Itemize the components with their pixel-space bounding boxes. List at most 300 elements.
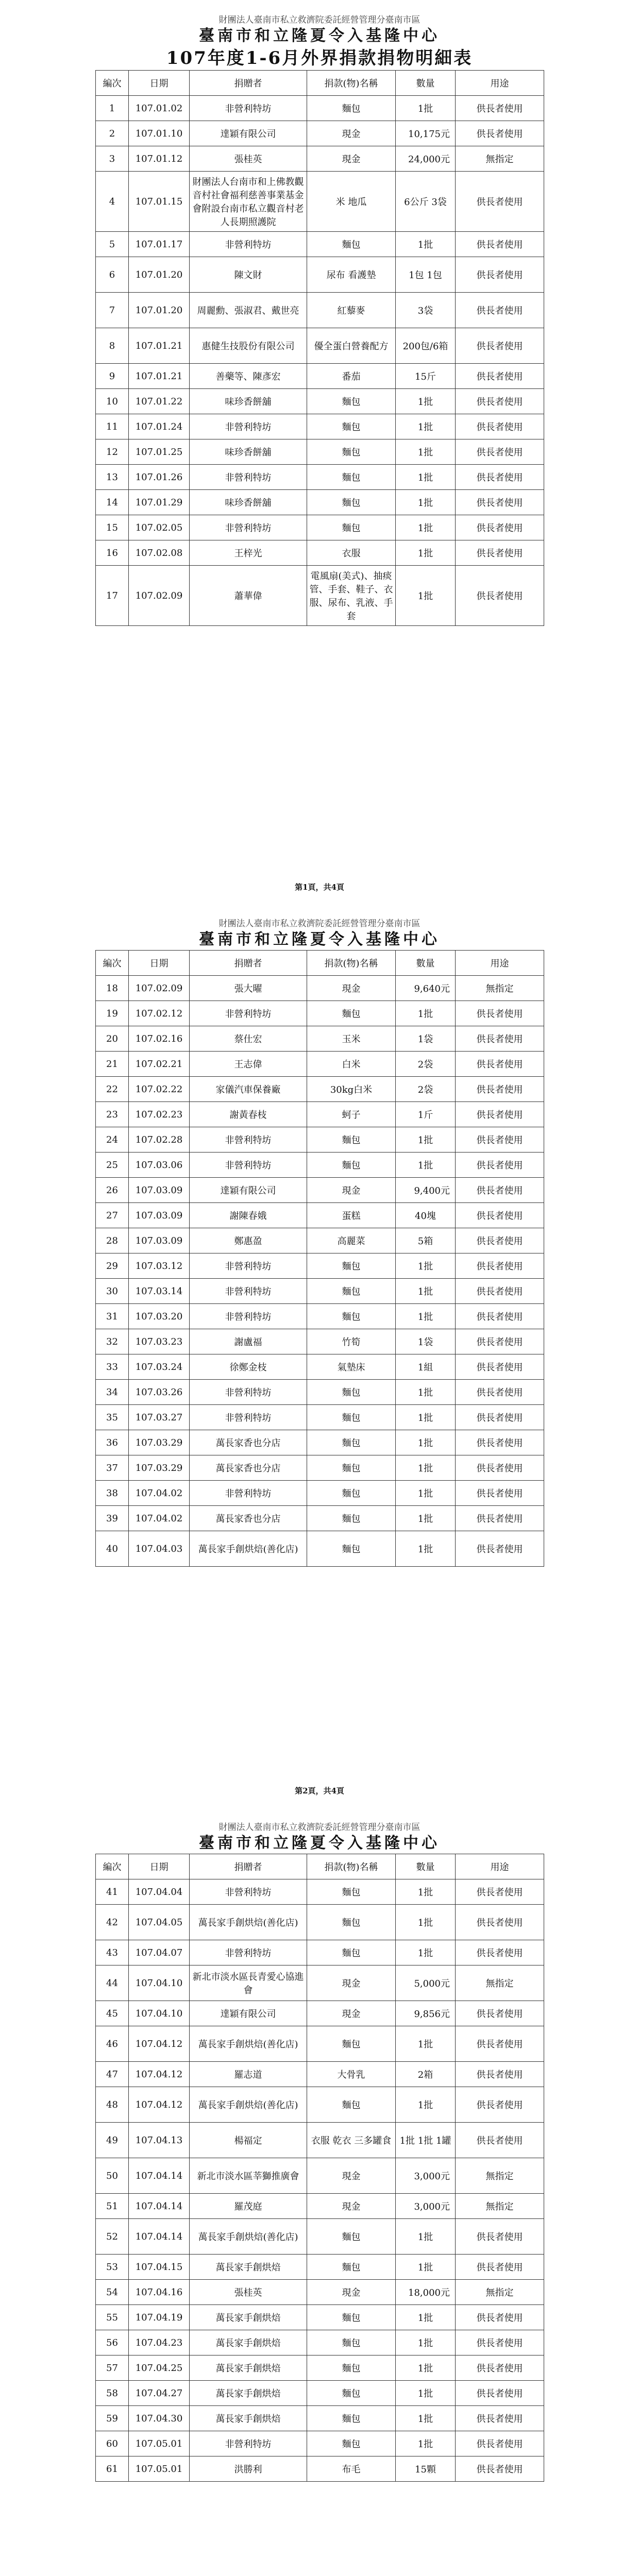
cell-date: 107.01.22 <box>129 389 190 414</box>
cell-item: 麵包 <box>307 2026 396 2062</box>
cell-qty: 1批 1批 1罐 <box>396 2123 456 2158</box>
cell-no: 60 <box>96 2431 129 2456</box>
cell-item: 麵包 <box>307 1001 396 1026</box>
cell-no: 39 <box>96 1506 129 1531</box>
table-row <box>96 2026 544 2062</box>
cell-qty: 1批 <box>396 490 456 515</box>
page-footer: 第2頁，共4頁 <box>295 1786 344 1795</box>
cell-donor: 楊福定 <box>190 2123 307 2158</box>
table-row <box>96 2330 544 2355</box>
cell-date: 107.04.15 <box>129 2255 190 2280</box>
cell-qty: 200包/6箱 <box>396 328 456 364</box>
cell-no: 57 <box>96 2355 129 2381</box>
cell-qty: 2箱 <box>396 2062 456 2087</box>
cell-use: 供長者使用 <box>456 540 544 566</box>
cell-no: 29 <box>96 1253 129 1279</box>
table-row <box>96 1026 544 1052</box>
cell-donor: 萬長家香也分店 <box>190 1430 307 1455</box>
cell-donor: 萬長家香也分店 <box>190 1455 307 1481</box>
col-header-no: 編次 <box>96 1854 129 1879</box>
cell-item: 電風扇(美式)、抽痰管、手套、鞋子、衣服、尿布、乳液、手套 <box>307 566 396 626</box>
cell-donor: 謝盧福 <box>190 1329 307 1354</box>
cell-date: 107.04.23 <box>129 2330 190 2355</box>
cell-donor: 非營利特坊 <box>190 465 307 490</box>
cell-qty: 1批 <box>396 1879 456 1905</box>
organization-name: 財團法人臺南市私立救濟院委託經營管理分臺南市區 <box>218 1822 421 1833</box>
cell-item: 麵包 <box>307 2431 396 2456</box>
cell-donor: 非營利特坊 <box>190 2431 307 2456</box>
cell-no: 27 <box>96 1203 129 1228</box>
cell-use: 供長者使用 <box>456 1077 544 1102</box>
cell-use: 供長者使用 <box>456 2381 544 2406</box>
cell-date: 107.01.29 <box>129 490 190 515</box>
cell-no: 31 <box>96 1304 129 1329</box>
cell-date: 107.01.02 <box>129 96 190 121</box>
cell-use: 供長者使用 <box>456 1879 544 1905</box>
cell-use: 供長者使用 <box>456 2355 544 2381</box>
col-header-no: 編次 <box>96 951 129 976</box>
cell-donor: 萬長家手創烘焙 <box>190 2355 307 2381</box>
col-header-use: 用途 <box>456 1854 544 1879</box>
cell-qty: 3袋 <box>396 293 456 328</box>
cell-no: 3 <box>96 146 129 172</box>
cell-donor: 張大曜 <box>190 976 307 1001</box>
cell-use: 供長者使用 <box>456 465 544 490</box>
cell-item: 麵包 <box>307 490 396 515</box>
cell-item: 麵包 <box>307 1380 396 1405</box>
cell-no: 33 <box>96 1354 129 1380</box>
cell-date: 107.04.12 <box>129 2087 190 2123</box>
cell-donor: 味珍香餅舖 <box>190 439 307 465</box>
cell-item: 麵包 <box>307 2087 396 2123</box>
cell-qty: 1批 <box>396 1506 456 1531</box>
cell-item: 麵包 <box>307 515 396 540</box>
cell-donor: 非營利特坊 <box>190 515 307 540</box>
cell-qty: 1批 <box>396 1153 456 1178</box>
cell-qty: 5箱 <box>396 1228 456 1253</box>
cell-date: 107.02.23 <box>129 1102 190 1127</box>
cell-use: 供長者使用 <box>456 389 544 414</box>
cell-item: 玉米 <box>307 1026 396 1052</box>
cell-qty: 15斤 <box>396 364 456 389</box>
cell-use: 無指定 <box>456 976 544 1001</box>
table-row <box>96 2219 544 2255</box>
table-row <box>96 976 544 1001</box>
cell-donor: 非營利特坊 <box>190 1405 307 1430</box>
cell-date: 107.04.05 <box>129 1905 190 1940</box>
cell-date: 107.03.09 <box>129 1203 190 1228</box>
cell-no: 15 <box>96 515 129 540</box>
cell-no: 30 <box>96 1279 129 1304</box>
cell-no: 2 <box>96 121 129 146</box>
table-row <box>96 1455 544 1481</box>
cell-use: 供長者使用 <box>456 96 544 121</box>
cell-date: 107.04.14 <box>129 2158 190 2194</box>
cell-item: 麵包 <box>307 2406 396 2431</box>
cell-item: 現金 <box>307 2001 396 2026</box>
cell-item: 現金 <box>307 1965 396 2001</box>
cell-qty: 1批 <box>396 1304 456 1329</box>
cell-no: 22 <box>96 1077 129 1102</box>
cell-item: 麵包 <box>307 1430 396 1455</box>
table-row <box>96 1405 544 1430</box>
table-row <box>96 1965 544 2001</box>
col-header-date: 日期 <box>129 71 190 96</box>
cell-date: 107.04.04 <box>129 1879 190 1905</box>
cell-use: 供長者使用 <box>456 2406 544 2431</box>
cell-no: 46 <box>96 2026 129 2062</box>
cell-donor: 羅茂庭 <box>190 2194 307 2219</box>
cell-date: 107.01.10 <box>129 121 190 146</box>
cell-qty: 3,000元 <box>396 2194 456 2219</box>
cell-donor: 萬長家手創烘焙 <box>190 2406 307 2431</box>
cell-use: 供長者使用 <box>456 1279 544 1304</box>
table-row <box>96 1102 544 1127</box>
cell-qty: 1批 <box>396 1455 456 1481</box>
cell-use: 供長者使用 <box>456 1026 544 1052</box>
cell-date: 107.03.06 <box>129 1153 190 1178</box>
cell-use: 供長者使用 <box>456 2062 544 2087</box>
cell-date: 107.01.26 <box>129 465 190 490</box>
cell-use: 供長者使用 <box>456 2001 544 2026</box>
cell-date: 107.01.20 <box>129 293 190 328</box>
cell-no: 11 <box>96 414 129 439</box>
cell-date: 107.05.01 <box>129 2456 190 2482</box>
cell-donor: 萬長家手創烘焙(善化店) <box>190 2219 307 2255</box>
col-header-qty: 數量 <box>396 951 456 976</box>
cell-date: 107.01.12 <box>129 146 190 172</box>
cell-qty: 1批 <box>396 232 456 257</box>
table-row <box>96 2355 544 2381</box>
cell-date: 107.04.12 <box>129 2026 190 2062</box>
cell-donor: 達穎有限公司 <box>190 1178 307 1203</box>
table-row <box>96 1203 544 1228</box>
cell-date: 107.03.27 <box>129 1405 190 1430</box>
table-row <box>96 2406 544 2431</box>
col-header-use: 用途 <box>456 71 544 96</box>
table-row <box>96 1178 544 1203</box>
cell-no: 42 <box>96 1905 129 1940</box>
cell-no: 9 <box>96 364 129 389</box>
cell-no: 55 <box>96 2305 129 2330</box>
cell-item: 現金 <box>307 146 396 172</box>
cell-donor: 萬長家手創烘焙 <box>190 2381 307 2406</box>
cell-item: 麵包 <box>307 232 396 257</box>
table-row <box>96 2087 544 2123</box>
cell-use: 供長者使用 <box>456 2456 544 2482</box>
table-row <box>96 1127 544 1153</box>
cell-qty: 24,000元 <box>396 146 456 172</box>
cell-donor: 新北市淡水區長青愛心協進會 <box>190 1965 307 2001</box>
table-row <box>96 1228 544 1253</box>
cell-donor: 非營利特坊 <box>190 232 307 257</box>
cell-item: 米 地瓜 <box>307 172 396 232</box>
table-row <box>96 414 544 439</box>
cell-use: 供長者使用 <box>456 172 544 232</box>
cell-no: 13 <box>96 465 129 490</box>
cell-donor: 蔡仕宏 <box>190 1026 307 1052</box>
cell-no: 43 <box>96 1940 129 1965</box>
cell-date: 107.02.21 <box>129 1052 190 1077</box>
cell-use: 供長者使用 <box>456 257 544 293</box>
cell-qty: 18,000元 <box>396 2280 456 2305</box>
cell-no: 28 <box>96 1228 129 1253</box>
cell-use: 供長者使用 <box>456 2431 544 2456</box>
cell-use: 供長者使用 <box>456 1380 544 1405</box>
table-row <box>96 1279 544 1304</box>
cell-qty: 1斤 <box>396 1102 456 1127</box>
cell-use: 供長者使用 <box>456 1405 544 1430</box>
cell-donor: 非營利特坊 <box>190 1879 307 1905</box>
cell-use: 供長者使用 <box>456 1354 544 1380</box>
cell-use: 供長者使用 <box>456 1127 544 1153</box>
cell-no: 32 <box>96 1329 129 1354</box>
cell-date: 107.02.22 <box>129 1077 190 1102</box>
cell-date: 107.04.03 <box>129 1531 190 1567</box>
cell-donor: 萬長家手創烘焙(善化店) <box>190 2087 307 2123</box>
cell-qty: 1批 <box>396 389 456 414</box>
cell-date: 107.03.20 <box>129 1304 190 1329</box>
cell-donor: 家儀汽車保養廠 <box>190 1077 307 1102</box>
cell-donor: 非營利特坊 <box>190 1127 307 1153</box>
cell-date: 107.03.29 <box>129 1430 190 1455</box>
cell-item: 麵包 <box>307 1940 396 1965</box>
cell-donor: 惠健生技股份有限公司 <box>190 328 307 364</box>
cell-no: 34 <box>96 1380 129 1405</box>
cell-qty: 1批 <box>396 540 456 566</box>
cell-qty: 1批 <box>396 2219 456 2255</box>
cell-date: 107.03.09 <box>129 1178 190 1203</box>
cell-item: 布毛 <box>307 2456 396 2482</box>
cell-item: 麵包 <box>307 96 396 121</box>
cell-donor: 張桂英 <box>190 146 307 172</box>
cell-use: 供長者使用 <box>456 1304 544 1329</box>
table-row <box>96 2305 544 2330</box>
cell-donor: 鄭惠盈 <box>190 1228 307 1253</box>
table-row <box>96 172 544 232</box>
cell-item: 麵包 <box>307 1253 396 1279</box>
table-row <box>96 2001 544 2026</box>
table-row <box>96 1380 544 1405</box>
cell-qty: 1批 <box>396 2087 456 2123</box>
cell-no: 25 <box>96 1153 129 1178</box>
cell-donor: 善藥等、陳彥宏 <box>190 364 307 389</box>
table-header-row <box>96 1854 544 1879</box>
cell-qty: 1批 <box>396 1001 456 1026</box>
cell-no: 14 <box>96 490 129 515</box>
table-row <box>96 1354 544 1380</box>
cell-use: 供長者使用 <box>456 2026 544 2062</box>
cell-qty: 1批 <box>396 1940 456 1965</box>
cell-item: 麵包 <box>307 1879 396 1905</box>
cell-no: 38 <box>96 1481 129 1506</box>
cell-qty: 2袋 <box>396 1052 456 1077</box>
cell-no: 10 <box>96 389 129 414</box>
cell-item: 衣服 乾衣 三多罐食 <box>307 2123 396 2158</box>
cell-item: 竹筍 <box>307 1329 396 1354</box>
col-header-qty: 數量 <box>396 1854 456 1879</box>
table-row <box>96 2123 544 2158</box>
table-row <box>96 1001 544 1026</box>
cell-donor: 非營利特坊 <box>190 414 307 439</box>
table-row <box>96 328 544 364</box>
cell-item: 現金 <box>307 2158 396 2194</box>
cell-use: 供長者使用 <box>456 364 544 389</box>
cell-item: 麵包 <box>307 1405 396 1430</box>
cell-qty: 1批 <box>396 1905 456 1940</box>
cell-use: 供長者使用 <box>456 1228 544 1253</box>
cell-qty: 1批 <box>396 2255 456 2280</box>
cell-qty: 5,000元 <box>396 1965 456 2001</box>
cell-no: 49 <box>96 2123 129 2158</box>
cell-no: 54 <box>96 2280 129 2305</box>
cell-qty: 1批 <box>396 1430 456 1455</box>
document-page-3 <box>0 1807 639 2576</box>
cell-use: 供長者使用 <box>456 1531 544 1567</box>
cell-item: 麵包 <box>307 465 396 490</box>
cell-donor: 財團法人台南市和上佛教觀音村社會福利慈善事業基金會附設台南市私立觀音村老人長期照護院 <box>190 172 307 232</box>
cell-donor: 非營利特坊 <box>190 1001 307 1026</box>
cell-item: 尿布 看護墊 <box>307 257 396 293</box>
cell-date: 107.04.27 <box>129 2381 190 2406</box>
cell-qty: 6公斤 3袋 <box>396 172 456 232</box>
table-row <box>96 1077 544 1102</box>
table-row <box>96 1052 544 1077</box>
cell-no: 44 <box>96 1965 129 2001</box>
cell-donor: 萬長家手創烘焙 <box>190 2330 307 2355</box>
table-header-row <box>96 951 544 976</box>
cell-donor: 謝黃春枝 <box>190 1102 307 1127</box>
cell-use: 供長者使用 <box>456 1430 544 1455</box>
table-row <box>96 2280 544 2305</box>
table-row <box>96 1481 544 1506</box>
cell-donor: 王志偉 <box>190 1052 307 1077</box>
cell-donor: 陳文財 <box>190 257 307 293</box>
cell-donor: 萬長家手創烘焙(善化店) <box>190 2026 307 2062</box>
cell-use: 無指定 <box>456 1965 544 2001</box>
donation-table <box>95 1854 544 2482</box>
cell-date: 107.03.26 <box>129 1380 190 1405</box>
cell-date: 107.03.24 <box>129 1354 190 1380</box>
table-row <box>96 1153 544 1178</box>
cell-donor: 非營利特坊 <box>190 1253 307 1279</box>
cell-no: 18 <box>96 976 129 1001</box>
cell-no: 52 <box>96 2219 129 2255</box>
cell-donor: 羅志道 <box>190 2062 307 2087</box>
table-row <box>96 2381 544 2406</box>
cell-donor: 非營利特坊 <box>190 1940 307 1965</box>
cell-qty: 10,175元 <box>396 121 456 146</box>
cell-date: 107.01.15 <box>129 172 190 232</box>
cell-use: 供長者使用 <box>456 1481 544 1506</box>
table-row <box>96 2456 544 2482</box>
cell-item: 氣墊床 <box>307 1354 396 1380</box>
cell-use: 供長者使用 <box>456 1178 544 1203</box>
cell-date: 107.04.10 <box>129 2001 190 2026</box>
cell-no: 36 <box>96 1430 129 1455</box>
cell-donor: 達穎有限公司 <box>190 2001 307 2026</box>
table-row <box>96 1531 544 1567</box>
cell-no: 16 <box>96 540 129 566</box>
table-row <box>96 1905 544 1940</box>
cell-use: 供長者使用 <box>456 1001 544 1026</box>
cell-item: 番茄 <box>307 364 396 389</box>
cell-item: 現金 <box>307 976 396 1001</box>
cell-qty: 1組 <box>396 1354 456 1380</box>
cell-use: 供長者使用 <box>456 1329 544 1354</box>
cell-qty: 1批 <box>396 2431 456 2456</box>
cell-date: 107.04.02 <box>129 1481 190 1506</box>
cell-donor: 達穎有限公司 <box>190 121 307 146</box>
cell-qty: 1批 <box>396 439 456 465</box>
cell-no: 5 <box>96 232 129 257</box>
cell-donor: 味珍香餅舖 <box>190 389 307 414</box>
cell-date: 107.04.19 <box>129 2305 190 2330</box>
cell-qty: 1批 <box>396 1279 456 1304</box>
cell-use: 供長者使用 <box>456 2305 544 2330</box>
cell-qty: 1袋 <box>396 1026 456 1052</box>
table-row <box>96 1329 544 1354</box>
cell-no: 40 <box>96 1531 129 1567</box>
cell-item: 現金 <box>307 2194 396 2219</box>
cell-date: 107.01.21 <box>129 364 190 389</box>
cell-qty: 1批 <box>396 2026 456 2062</box>
cell-item: 衣服 <box>307 540 396 566</box>
document-page-1 <box>0 0 639 904</box>
col-header-donor: 捐贈者 <box>190 1854 307 1879</box>
cell-donor: 萬長家香也分店 <box>190 1506 307 1531</box>
col-header-date: 日期 <box>129 1854 190 1879</box>
cell-use: 供長者使用 <box>456 1506 544 1531</box>
cell-item: 現金 <box>307 1178 396 1203</box>
cell-qty: 1批 <box>396 465 456 490</box>
cell-date: 107.03.09 <box>129 1228 190 1253</box>
cell-no: 50 <box>96 2158 129 2194</box>
cell-donor: 謝陳春娥 <box>190 1203 307 1228</box>
cell-date: 107.01.25 <box>129 439 190 465</box>
cell-item: 麵包 <box>307 2330 396 2355</box>
cell-no: 4 <box>96 172 129 232</box>
cell-date: 107.04.02 <box>129 1506 190 1531</box>
center-name: 臺南市和立隆夏令入基隆中心 <box>199 1834 440 1852</box>
cell-use: 供長者使用 <box>456 566 544 626</box>
col-header-item: 捐款(物)名稱 <box>307 951 396 976</box>
table-row <box>96 389 544 414</box>
cell-use: 供長者使用 <box>456 1455 544 1481</box>
cell-item: 麵包 <box>307 1455 396 1481</box>
cell-no: 21 <box>96 1052 129 1077</box>
cell-donor: 萬長家手創烘焙(善化店) <box>190 1531 307 1567</box>
cell-no: 6 <box>96 257 129 293</box>
col-header-no: 編次 <box>96 71 129 96</box>
table-row <box>96 364 544 389</box>
cell-item: 白米 <box>307 1052 396 1077</box>
cell-no: 24 <box>96 1127 129 1153</box>
cell-qty: 1批 <box>396 1127 456 1153</box>
table-row <box>96 2194 544 2219</box>
table-header-row <box>96 71 544 96</box>
cell-no: 8 <box>96 328 129 364</box>
cell-use: 供長者使用 <box>456 490 544 515</box>
cell-donor: 萬長家手創烘焙 <box>190 2305 307 2330</box>
col-header-donor: 捐贈者 <box>190 951 307 976</box>
cell-date: 107.01.17 <box>129 232 190 257</box>
cell-qty: 1批 <box>396 414 456 439</box>
cell-qty: 1批 <box>396 2381 456 2406</box>
table-row <box>96 540 544 566</box>
cell-item: 麵包 <box>307 2381 396 2406</box>
cell-date: 107.02.05 <box>129 515 190 540</box>
